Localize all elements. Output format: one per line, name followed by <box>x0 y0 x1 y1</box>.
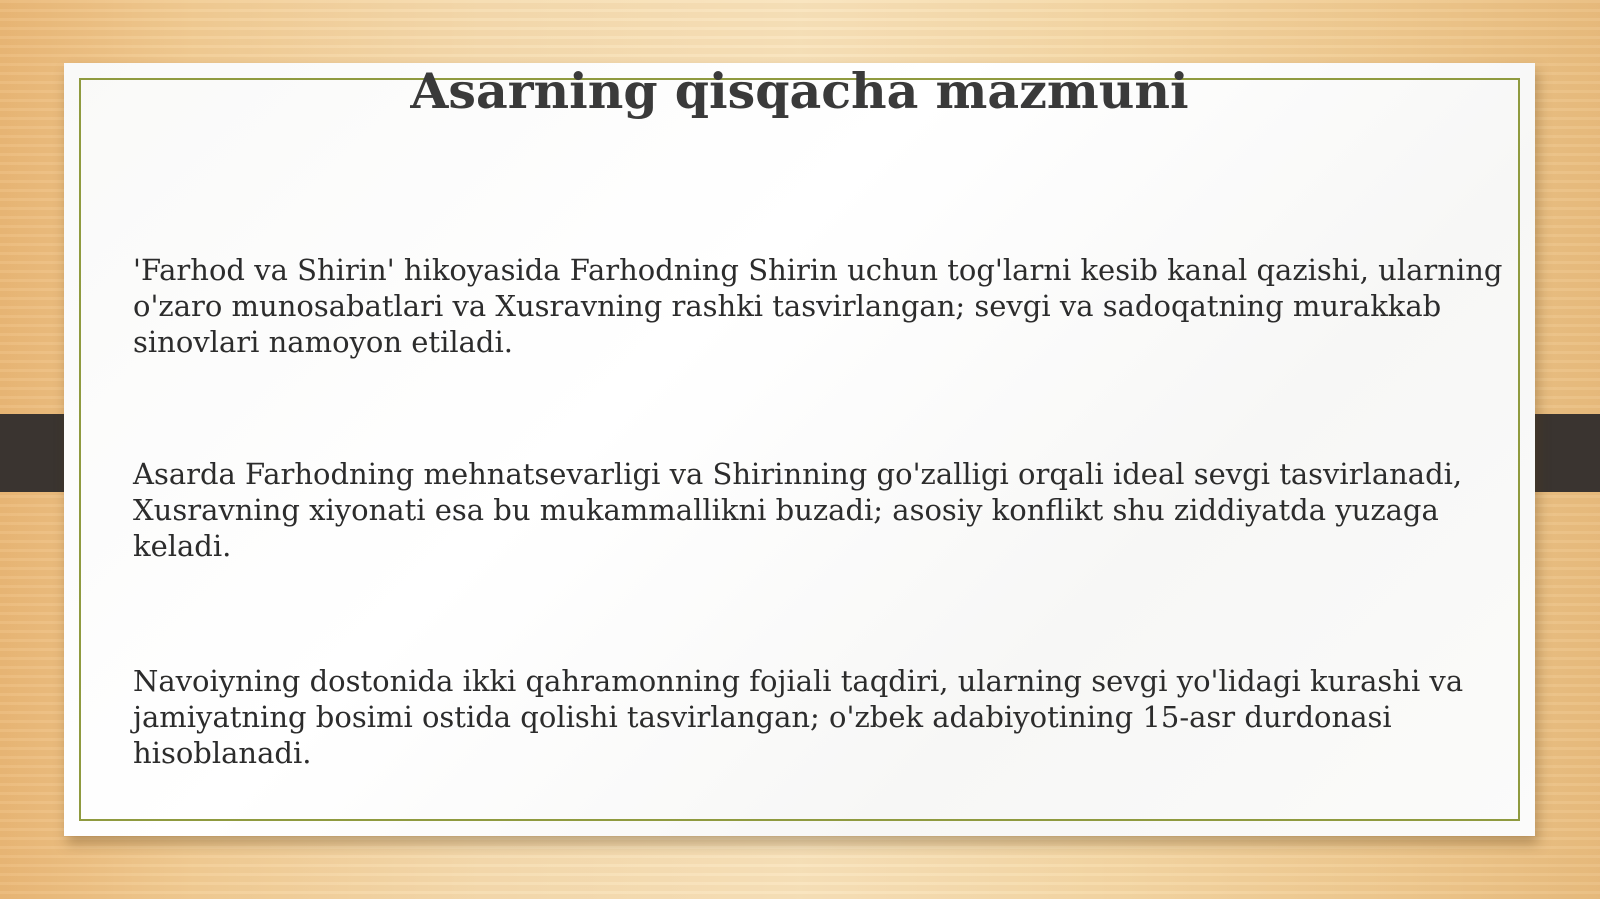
summary-paragraph-3: Navoiyning dostonida ikki qahramonning fojiali taqdiri, ularning sevgi yo'lidagi kurashi va jamiyatning bosimi ostida qolishi tasvirlangan; o'zbek adabiyotining 15-asr durdonasi hisoblanadi. <box>133 664 1464 770</box>
slide-card <box>64 63 1535 836</box>
slide-title: Asarning qisqacha mazmuni <box>410 62 1189 120</box>
summary-paragraph-2: Asarda Farhodning mehnatsevarligi va Shirinning go'zalligi orqali ideal sevgi tasvirlanadi, Xusravning xiyonati esa bu mukammallikni buzadi; asosiy konflikt shu ziddiyatda yuzaga keladi. <box>133 457 1463 563</box>
summary-paragraph-1: 'Farhod va Shirin' hikoyasida Farhodning Shirin uchun tog'larni kesib kanal qazishi, ularning o'zaro munosabatlari va Xusravning rashki tasvirlangan; sevgi va sadoqatning murakkab sinovlari namoyon etiladi. <box>133 253 1503 359</box>
